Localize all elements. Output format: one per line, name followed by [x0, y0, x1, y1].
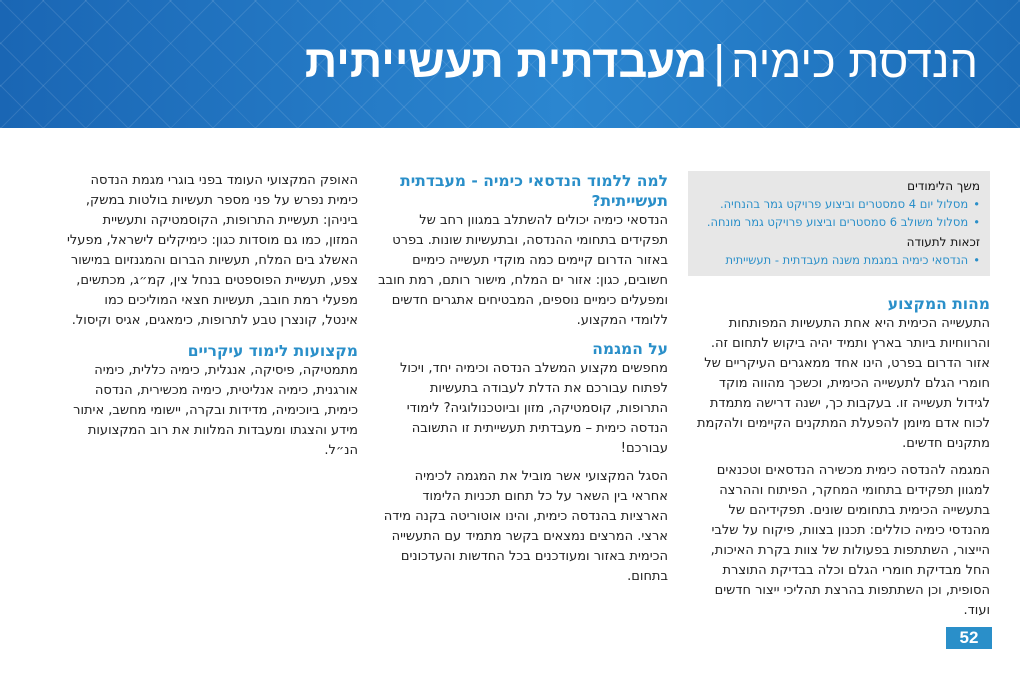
track-paragraph: מחפשים מקצוע המשלב הנדסה וכימיה יחד, ויכול לפתוח עבורכם את הדלת לעבודה בתעשיות התרופות, קוסמטיקה, מזון וביוטכנולוגיה? לימודי הנדסה כימית – מעבדתית תעשייתית זו התשובה עבורכם!	[399, 361, 668, 456]
duration-item: • מסלול יום 4 סמסטרים וביצוע פרויקט גמר בהנחיה.	[696, 195, 980, 213]
right-column	[688, 171, 990, 621]
subjects-heading: מקצועות לימוד עיקריים	[187, 342, 358, 360]
essence-paragraph: המגמה להנדסה כימית מכשירה הנדסאים וטכנאים למגוון תפקידים בתחומי המחקר, הפיתוח וההרצה בתעשייה הכימית בתחומים שונים. תפקידיהם של מהנדסי כימיה כוללים: תכנון בצוות, פיקוח על שלבי הייצור, השתתפות בפעולות של צוות בקרת האיכות, החל מבדיקת חומרי הגלם וכלה בבדיקת התוצרת הסופית, וכן השתתפות בהרצת תהליכי ייצור חדשים ועוד.	[710, 463, 990, 618]
header-banner	[0, 0, 1020, 128]
essence-heading: מהות המקצוע	[887, 295, 990, 313]
duration-item: • מסלול משולב 6 סמסטרים וביצוע פרויקט גמר מונחה.	[696, 213, 980, 231]
title-main: הנדסת כימיה	[731, 36, 978, 87]
left-column	[66, 171, 358, 461]
page-number: 52	[946, 627, 992, 649]
why-paragraph: הנדסאי כימיה יכולים להשתלב במגוון רחב של תפקידים בתחומי ההנדסה, ובתעשיות שונות. בפרט באזור הדרום קיימים כמה מוקדי תעשייה כימיים חשובים, כגון: אזור ים המלח, מישור רותם, רמת חובב ומפעלים כימיים נוספים, המבטיחים אתגרים חדשים ללומדי המקצוע.	[378, 213, 668, 328]
qualification-item: • הנדסאי כימיה במגמת משנה מעבדתית - תעשייתית	[696, 251, 980, 269]
title-sub: מעבדתית תעשייתית	[304, 36, 708, 87]
subjects-paragraph: מתמטיקה, פיסיקה, אנגלית, כימיה כללית, כימיה אורגנית, כימיה אנליטית, כימיה מכשירית, הנדסה כימית, ביוכימיה, מדידות ובקרה, יישומי מחשב, איתור מידע והצגתו ומעבדות המלוות את רוב המקצועות הנ״ל.	[73, 363, 358, 458]
title-separator: |	[713, 36, 726, 87]
horizon-paragraph: האופק המקצועי העומד בפני בוגרי מגמת הנדסה כימית נפרש על פני מספר תעשיות בולטות במשק, ביניהן: תעשיית התרופות, הקוסמטיקה ותעשיית המזון, כמו גם מוסדות כגון: כימיקלים לישראל, מפעלי האשלג בים המלח, תעשיות הברום והמגנזיום במישור צפע, תעשיית הפוספטים בנחל צין, קמ״ג, מכתשים, מפעלי רמת חובב, תעשיות חצאי המוליכים כמו אינטל, קונצרן טבע לתרופות, כימאגים, אגיס וקיסול.	[67, 173, 358, 328]
essence-paragraph: התעשייה הכימית היא אחת התעשיות המפותחות והרווחיות ביותר בארץ ותמיד יהיה ביקוש לתחום זה. אזור הדרום בפרט, הינו אחד ממאגרים העיקריים של חומרי הגלם לתעשייה הכימית, וכשכך מהווה מוקד לגידול תעשייה זו. בעקבות כך, ישנה דרישה מתמדת לכוח אדם מיומן להפעלת המתקנים הקיימים ולהקמת מתקנים חדשים.	[697, 316, 990, 451]
duration-title: משך הלימודים	[907, 179, 980, 193]
why-heading: למה ללמוד הנדסאי כימיה - מעבדתית תעשייתית?	[400, 172, 668, 210]
middle-column	[378, 171, 668, 587]
track-paragraph: הסגל המקצועי אשר מוביל את המגמה לכימיה אחראי בין השאר על כל תחום תכניות הלימוד הארציות בהנדסה כימית, והינו אוטוריטה בקנה מידה ארצי. המרצים נמצאים בקשר מתמיד עם התעשייה הכימית באזור ומעודכנים בכל החדשות והעדכונים בתחום.	[383, 469, 668, 584]
page-title	[305, 30, 978, 94]
qualification-title: זכאות לתעודה	[906, 235, 980, 249]
duration-list	[696, 195, 980, 231]
info-box	[688, 171, 990, 276]
track-heading: על המגמה	[592, 340, 668, 358]
qualification-list	[696, 251, 980, 269]
